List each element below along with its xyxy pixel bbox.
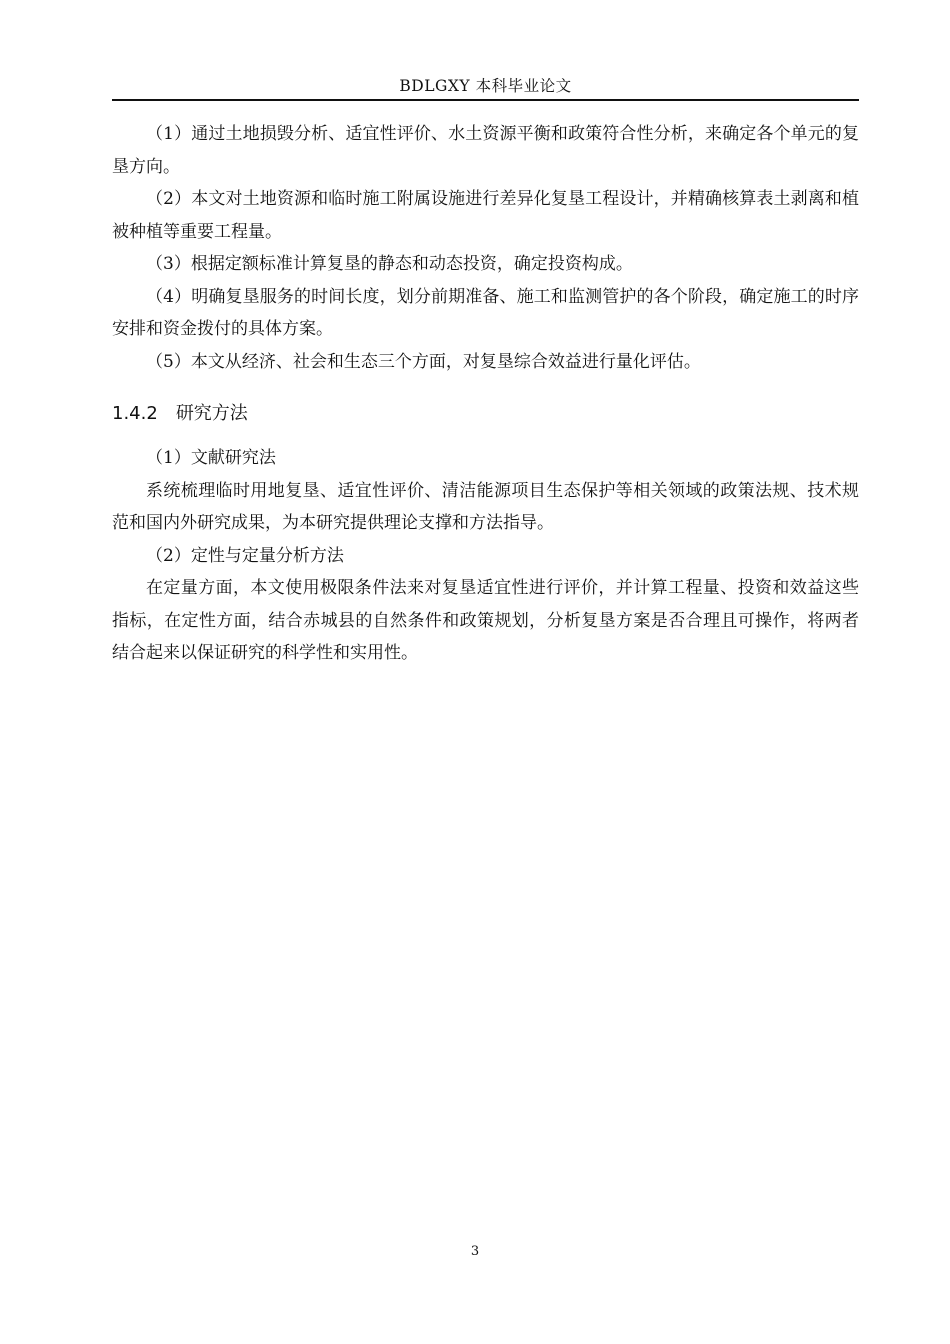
list-item: （5）本文从经济、社会和生态三个方面，对复垦综合效益进行量化评估。 — [146, 351, 701, 372]
running-header: BDLGXY 本科毕业论文 — [399, 77, 572, 95]
header-divider — [112, 99, 859, 101]
list-item: （4）明确复垦服务的时间长度，划分前期准备、施工和监测管护的各个阶段，确定施工的时序安排和资金拨付的具体方案。 — [112, 286, 859, 339]
method-title: （2）定性与定量分析方法 — [146, 545, 344, 566]
page-body — [112, 118, 859, 670]
section-heading — [112, 398, 859, 430]
method-title: （1）文献研究法 — [146, 448, 276, 468]
page-number: 3 — [470, 1244, 480, 1259]
method-paragraph: 系统梳理临时用地复垦、适宜性评价、清洁能源项目生态保护等相关领域的政策法规、技术规范和国内外研究成果，为本研究提供理论支撑和方法指导。 — [112, 480, 859, 533]
list-item: （2）本文对土地资源和临时施工附属设施进行差异化复垦工程设计，并精确核算表土剥离和植被种植等重要工程量。 — [112, 189, 859, 242]
list-item: （3）根据定额标准计算复垦的静态和动态投资，确定投资构成。 — [146, 254, 633, 274]
method-paragraph: 在定量方面，本文使用极限条件法来对复垦适宜性进行评价，并计算工程量、投资和效益这些指标，在定性方面，结合赤城县的自然条件和政策规划，分析复垦方案是否合理且可操作，将两者结合起来以保证研究的科学性和实用性。 — [112, 578, 859, 663]
section-title: 研究方法 — [175, 403, 248, 424]
list-item: （1）通过土地损毁分析、适宜性评价、水土资源平衡和政策符合性分析，来确定各个单元的复垦方向。 — [112, 124, 859, 177]
section-number: 1.4.2 — [112, 403, 158, 424]
